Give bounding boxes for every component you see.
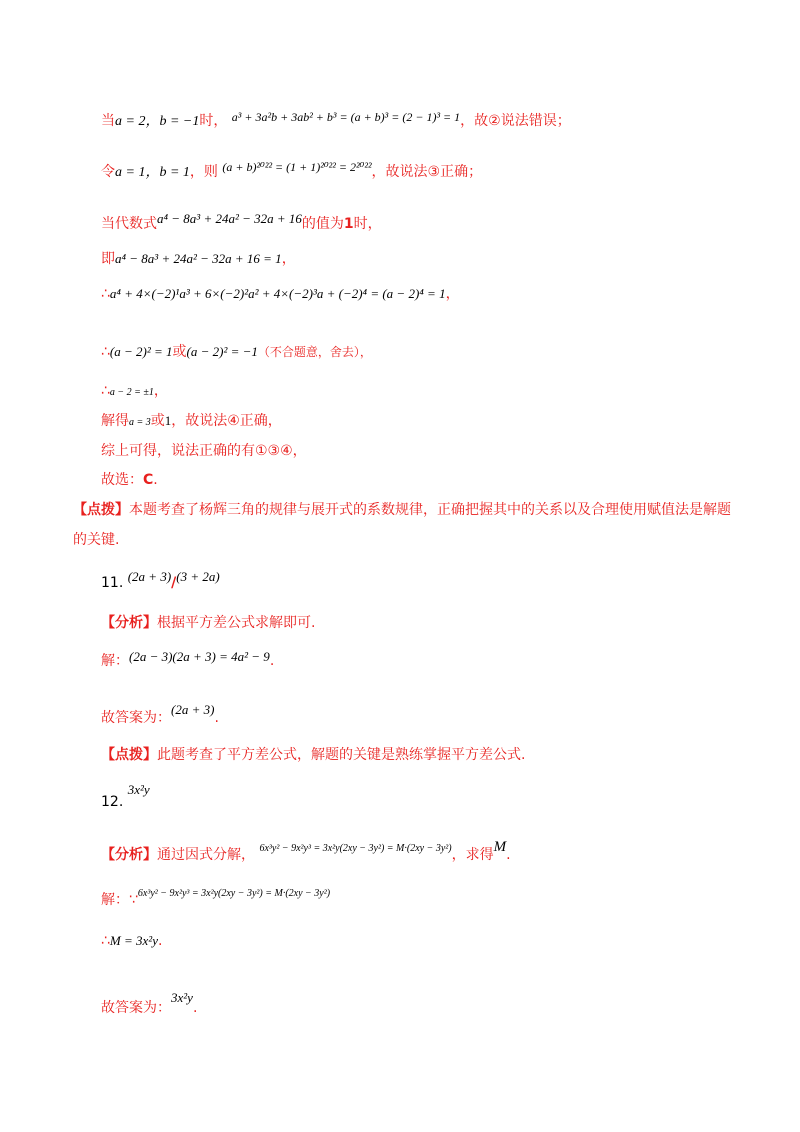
text: ， xyxy=(281,251,296,267)
text: 综上可得，说法正确的有①③④， xyxy=(101,443,307,459)
text: 或 xyxy=(150,413,165,429)
text: 故选： xyxy=(101,472,143,488)
line-choice xyxy=(101,471,158,489)
value-one: 1 xyxy=(343,216,354,232)
text: 时， xyxy=(199,113,228,129)
text: 故答案为： xyxy=(101,1000,171,1016)
question-11-solution xyxy=(101,648,274,670)
tag-analysis: 【分析】 xyxy=(101,847,157,863)
text: 解得 xyxy=(101,413,129,429)
answer-choice: C xyxy=(143,472,154,488)
text: 或 xyxy=(172,344,187,360)
tip-paragraph-1 xyxy=(73,495,733,555)
text: 根据平方差公式求解即可. xyxy=(157,615,316,631)
line-equation xyxy=(101,250,296,268)
question-12-therefore xyxy=(101,932,162,950)
line-binomial-form xyxy=(101,285,460,303)
math-solution: a = 3 xyxy=(129,417,151,428)
separator: / xyxy=(171,575,177,591)
math-m: M xyxy=(493,839,507,855)
text: 即 xyxy=(101,251,115,267)
line-summary xyxy=(101,442,307,460)
text: . xyxy=(153,472,158,488)
text: ，求得 xyxy=(451,847,494,863)
text: ， xyxy=(153,383,168,399)
text: . xyxy=(192,1000,198,1016)
value-one: 1 xyxy=(164,413,172,428)
text: 时， xyxy=(353,216,382,232)
text: 当 xyxy=(101,113,115,129)
text-discard: （不合题意，舍去）， xyxy=(257,345,372,359)
text: ，故说法④正确， xyxy=(171,413,282,429)
math-polynomial: a⁴ − 8a³ + 24a² − 32a + 16 xyxy=(157,211,302,226)
math-factorization: 6x³y² − 9x²y³ = 3x²y(2xy − 3y²) = M·(2xy − 3y²) xyxy=(259,843,452,854)
tag-analysis: 【分析】 xyxy=(101,615,157,631)
text: . xyxy=(506,847,511,863)
therefore-symbol: ∴ xyxy=(101,344,110,360)
text: ，则 xyxy=(189,164,218,180)
math-condition: a = 2，b = −1 xyxy=(115,114,200,129)
text: . xyxy=(214,710,219,726)
math-result: a − 2 = ±1 xyxy=(109,387,154,398)
tag-tip: 【点拨】 xyxy=(73,502,129,518)
question-11-tip xyxy=(101,746,525,764)
math-m-value: M = 3x²y xyxy=(109,933,158,948)
line-case-a2-b-1 xyxy=(101,108,571,131)
math-factorization: 6x³y² − 9x²y³ = 3x²y(2xy − 3y²) = M·(2xy − 3y²) xyxy=(137,888,331,899)
therefore-symbol: ∴ xyxy=(101,383,110,399)
tip-text: 本题考查了杨辉三角的规律与展开式的系数规律，正确把握其中的关系以及合理使用赋值法是解题的关键. xyxy=(73,502,731,548)
question-11-analysis xyxy=(101,614,315,632)
line-when-expression xyxy=(101,210,382,233)
text: 通过因式分解， xyxy=(157,847,255,863)
text: . xyxy=(269,653,275,669)
math-power: (a + b)²⁰²² = (1 + 1)²⁰²² = 2²⁰²² xyxy=(222,160,372,174)
question-12-analysis xyxy=(101,838,511,864)
question-11-answer xyxy=(101,568,220,592)
text: 故答案为： xyxy=(101,710,171,726)
therefore-symbol: ∴ xyxy=(101,286,110,302)
question-number: 12. xyxy=(101,794,124,810)
line-square-cases xyxy=(101,343,372,361)
math-expansion: a³ + 3a²b + 3ab² + b³ = (a + b)³ = (2 − 1)³ = 1 xyxy=(231,110,461,124)
text: 的值为 xyxy=(301,216,344,232)
math-final: (2a + 3) xyxy=(171,702,215,717)
math-answer-2: (3 + 2a) xyxy=(176,569,220,584)
text: 令 xyxy=(101,164,115,180)
text: 此题考查了平方差公式，解题的关键是熟练掌握平方差公式. xyxy=(157,747,526,763)
text: ，故②说法错误； xyxy=(460,113,571,129)
math-answer-1: (2a + 3) xyxy=(127,569,172,584)
math-binomial: a⁴ + 4×(−2)¹a³ + 6×(−2)²a² + 4×(−2)³a + (−2)⁴ = (a − 2)⁴ = 1 xyxy=(109,286,446,301)
math-case-1: (a − 2)² = 1 xyxy=(109,344,173,359)
therefore-symbol: ∴ xyxy=(101,933,110,949)
question-12-solution xyxy=(101,885,330,909)
text: 解：∵ xyxy=(101,892,138,908)
math-final: 3x²y xyxy=(171,990,193,1005)
math-condition: a = 1，b = 1 xyxy=(115,165,190,180)
question-12-answer xyxy=(101,781,150,811)
question-11-final xyxy=(101,701,219,727)
text: 当代数式 xyxy=(101,216,157,232)
question-number: 11. xyxy=(101,575,124,591)
tag-tip: 【点拨】 xyxy=(101,747,157,763)
math-case-2: (a − 2)² = −1 xyxy=(186,344,258,359)
text: . xyxy=(157,933,163,949)
math-solution: (2a − 3)(2a + 3) = 4a² − 9 xyxy=(129,649,270,664)
line-let-a1-b1 xyxy=(101,158,482,182)
text: ， xyxy=(445,286,460,302)
math-answer: 3x²y xyxy=(127,782,150,797)
text: ，故说法③正确； xyxy=(371,164,483,180)
math-equation: a⁴ − 8a³ + 24a² − 32a + 16 = 1 xyxy=(115,251,282,266)
line-solve xyxy=(101,412,282,432)
line-a-minus-2 xyxy=(101,382,168,402)
text: 解： xyxy=(101,653,129,669)
question-12-final xyxy=(101,989,197,1017)
